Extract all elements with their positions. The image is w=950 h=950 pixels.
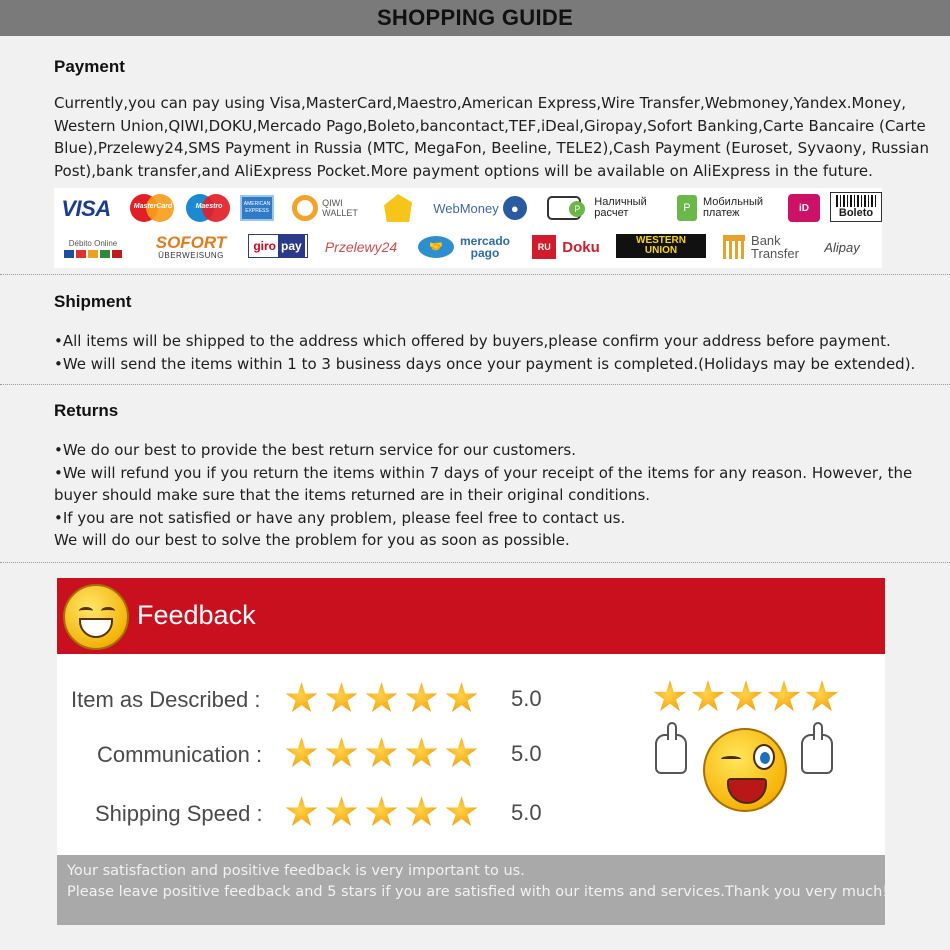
star-icon: [285, 796, 318, 829]
star-icon: [285, 737, 318, 770]
returns-text: [54, 439, 924, 552]
smiley-icon: [63, 584, 129, 650]
rating-label: Communication :: [97, 742, 263, 767]
rating-row-item-described: [57, 682, 617, 722]
rating-label: Item as Described :: [71, 687, 261, 712]
western-union-logo: WESTERN UNION: [616, 234, 706, 258]
shipment-line: •We will send the items within 1 to 3 business days once your payment is completed.(Holidays may be extended).: [54, 354, 916, 373]
mobile-payment-logo: P Мобильный платеж: [660, 192, 780, 224]
payment-line: Blue),Przelewy24,SMS Payment in Russia (MTC, MegaFon, Beeline, TELE2),Cash Payment (Euroset, Syvaony, Russian: [54, 139, 930, 158]
star-icon: [445, 682, 478, 715]
sofort-logo: SOFORT ÜBERWEISUNG: [155, 233, 227, 260]
returns-heading: Returns: [54, 401, 119, 420]
star-icon: [365, 737, 398, 770]
star-icon: [445, 737, 478, 770]
star-icon: [767, 680, 801, 714]
globe-icon: ●: [503, 196, 527, 220]
header-bar: [0, 0, 950, 36]
maestro-logo: Maestro: [186, 194, 232, 222]
feedback-title: Feedback: [137, 600, 256, 630]
payment-logos-strip: [54, 188, 882, 268]
star-icon: [691, 680, 725, 714]
shipment-line: •All items will be shipped to the address which offered by buyers,please confirm your address before payment.: [54, 332, 891, 350]
star-rating: [285, 737, 478, 770]
bank-icon: [723, 235, 745, 259]
rating-value: 5.0: [511, 800, 542, 825]
giropay-logo: giro pay: [248, 234, 308, 258]
divider: [0, 384, 950, 385]
star-rating: [285, 796, 478, 829]
boleto-logo: Boleto: [830, 192, 882, 222]
visa-logo: VISA: [61, 196, 111, 221]
returns-line: We will do our best to solve the problem for you as soon as possible.: [54, 531, 570, 550]
payment-line: Currently,you can pay using Visa,MasterCard,Maestro,American Express,Wire Transfer,Webmoney,Yandex.Money,: [54, 94, 907, 112]
star-icon: [445, 796, 478, 829]
rating-value: 5.0: [511, 741, 542, 766]
qiwi-logo: QIWI WALLET: [290, 192, 360, 224]
shipment-heading: Shipment: [54, 292, 132, 311]
thumbs-up-smiley-icon: [653, 728, 833, 844]
page-title: SHOPPING GUIDE: [376, 5, 574, 30]
star-icon: [653, 680, 687, 714]
star-icon: [405, 737, 438, 770]
przelewy24-logo: Przelewy24: [324, 239, 398, 255]
star-icon: [285, 682, 318, 715]
rating-value: 5.0: [511, 686, 542, 711]
yandex-money-logo: [384, 194, 412, 222]
thumb-up-icon: [655, 734, 687, 774]
star-icon: [365, 796, 398, 829]
star-icon: [325, 796, 358, 829]
payment-text: [54, 92, 930, 182]
phone-icon: P: [677, 195, 697, 221]
debito-online-logo: Débito Online: [54, 232, 132, 264]
star-icon: [325, 682, 358, 715]
star-icon: [365, 682, 398, 715]
doku-icon: RU: [532, 235, 556, 259]
cash-payment-logo: P Наличный расчет: [542, 192, 652, 224]
rating-row-communication: [57, 737, 617, 777]
feedback-banner: [57, 578, 889, 925]
ideal-logo: iD: [788, 194, 820, 222]
handshake-icon: 🤝: [418, 236, 454, 258]
mercado-pago-logo: 🤝 mercado pago: [410, 232, 518, 262]
payment-line: Western Union,QIWI,DOKU,Mercado Pago,Boleto,bancontact,TEF,iDeal,Giropay,Sofort Banking,Carte Bancaire (Carte: [54, 116, 926, 135]
star-icon: [729, 680, 763, 714]
amex-logo: AMERICAN EXPRESS: [240, 195, 274, 221]
mastercard-logo: MasterCard: [130, 194, 176, 222]
doku-logo: RU Doku: [526, 232, 606, 262]
feedback-footer-line: Your satisfaction and positive feedback is very important to us.: [67, 863, 525, 879]
returns-line: •We do our best to provide the best return service for our customers.: [54, 441, 576, 459]
star-icon: [405, 682, 438, 715]
five-star-graphic: [653, 680, 839, 714]
star-icon: [805, 680, 839, 714]
star-icon: [325, 737, 358, 770]
star-rating: [285, 682, 478, 715]
divider: [0, 562, 950, 563]
rating-row-shipping-speed: [57, 796, 617, 836]
divider: [0, 274, 950, 275]
feedback-header: [57, 578, 885, 654]
shipment-text: [54, 330, 924, 375]
returns-line: buyer should make sure that the items returned are in their original conditions.: [54, 486, 651, 505]
webmoney-logo: WebMoney ●: [426, 194, 534, 222]
returns-line: •If you are not satisfied or have any problem, please feel free to contact us.: [54, 508, 626, 527]
thumb-up-icon: [801, 734, 833, 774]
feedback-footer: [57, 855, 889, 925]
qiwi-icon: [292, 195, 318, 221]
feedback-footer-line: Please leave positive feedback and 5 stars if you are satisfied with our items and services.Thank you very much!: [67, 884, 889, 900]
bank-transfer-logo: Bank Transfer: [718, 232, 804, 262]
returns-line: •We will refund you if you return the items within 7 days of your receipt of the items for any reason. However, the: [54, 463, 913, 482]
alipay-logo: Alipay: [824, 239, 860, 255]
rating-label: Shipping Speed :: [95, 801, 263, 826]
star-icon: [405, 796, 438, 829]
card-icon: P: [547, 196, 581, 220]
payment-heading: Payment: [54, 57, 125, 76]
header-band: [8, 2, 942, 34]
payment-line: Post),bank transfer,and AliExpress Pocket.More payment options will be available on AliExpress in the future.: [54, 161, 873, 180]
